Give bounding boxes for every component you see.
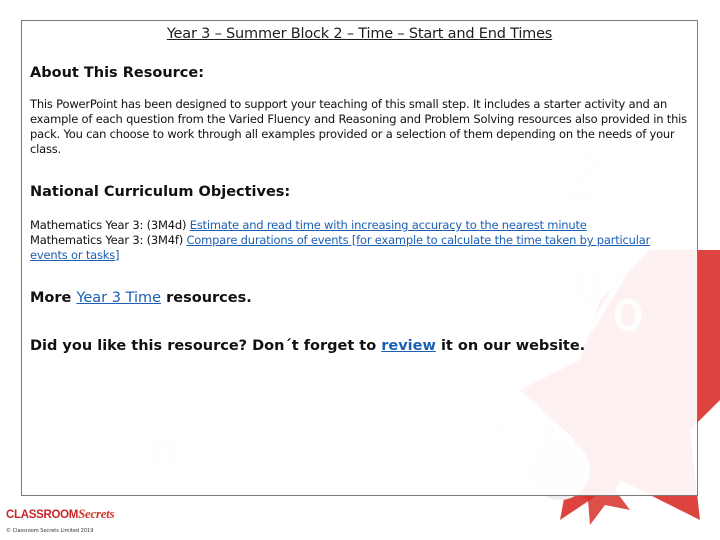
objectives-heading: National Curriculum Objectives: <box>30 184 291 200</box>
logo-part2: Secrets <box>78 506 115 521</box>
copyright-text: © Classroom Secrets Limited 2019 <box>6 528 94 534</box>
objective-link-3m4f[interactable]: Compare durations of events [for example to calculate the time taken by particular events or tasks] <box>30 233 651 262</box>
review-link[interactable]: review <box>381 338 436 354</box>
logo-text <box>6 506 114 522</box>
objective-item <box>30 233 690 263</box>
review-prefix: Did you like this resource? Don´t forget to <box>30 338 382 354</box>
objective-prefix: Mathematics Year 3: (3M4d) <box>30 218 190 232</box>
review-suffix: it on our website. <box>435 338 586 354</box>
objectives-list <box>30 218 690 263</box>
objective-item <box>30 218 690 233</box>
more-suffix: resources. <box>161 290 252 306</box>
page-title: Year 3 – Summer Block 2 – Time – Start and End Times <box>166 26 553 42</box>
about-heading: About This Resource: <box>30 65 205 81</box>
about-body: This PowerPoint has been designed to support your teaching of this small step. It includes a starter activity and an example of each question from the Varied Fluency and Reasoning and Problem Solving resources also provided in this pack. You can choose to work through all examples provided or a selection of them depending on the needs of your class. <box>30 97 687 156</box>
content-panel <box>21 20 698 496</box>
year3-time-link[interactable]: Year 3 Time <box>76 290 162 306</box>
review-line <box>30 338 585 354</box>
objective-link-3m4d[interactable]: Estimate and read time with increasing accuracy to the nearest minute <box>189 218 587 232</box>
objective-prefix: Mathematics Year 3: (3M4f) <box>30 233 187 247</box>
logo-part1: CLASSROOM <box>6 509 79 521</box>
more-prefix: More <box>30 290 77 306</box>
more-resources-line <box>30 290 252 306</box>
